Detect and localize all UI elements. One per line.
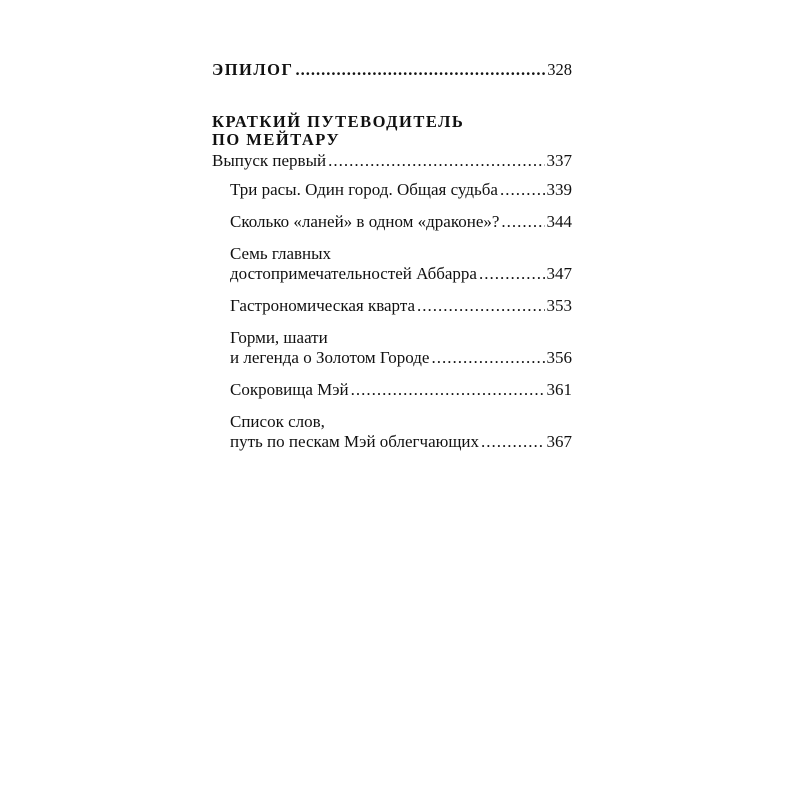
entry-title: путь по пескам Мэй облегчающих bbox=[230, 432, 480, 451]
page-number: 353 bbox=[546, 296, 572, 315]
toc-entry-chapter bbox=[230, 180, 572, 200]
entry-title-line: Семь главных bbox=[230, 244, 332, 263]
toc-entry-chapter bbox=[230, 412, 572, 452]
page-number: 356 bbox=[546, 348, 572, 367]
entry-title: Гастрономическая кварта bbox=[230, 296, 416, 315]
page-number: 339 bbox=[546, 180, 572, 199]
toc-entry-chapter bbox=[230, 212, 572, 232]
entry-title-line: Список слов, bbox=[230, 412, 325, 431]
entry-title: Сокровища Мэй bbox=[230, 380, 349, 399]
dot-leader bbox=[500, 180, 545, 200]
entry-title: Сколько «ланей» в одном «драконе»? bbox=[230, 212, 500, 231]
toc-entry-chapter bbox=[230, 380, 572, 400]
dot-leader bbox=[431, 348, 544, 368]
dot-leader bbox=[481, 432, 544, 452]
page-number: 337 bbox=[546, 151, 572, 170]
dot-leader bbox=[351, 380, 545, 400]
toc-entry-chapter bbox=[230, 328, 572, 368]
section-heading-line: ПО МЕЙТАРУ bbox=[212, 130, 341, 149]
dot-leader bbox=[417, 296, 544, 316]
toc-entry-epilog bbox=[212, 60, 572, 80]
toc-entry-chapter bbox=[230, 244, 572, 284]
page-number: 328 bbox=[547, 60, 572, 79]
section-heading-line: КРАТКИЙ ПУТЕВОДИТЕЛЬ bbox=[212, 112, 465, 131]
entry-title: Три расы. Один город. Общая судьба bbox=[230, 180, 498, 199]
table-of-contents bbox=[212, 60, 572, 452]
entry-title: и легенда о Золотом Городе bbox=[230, 348, 430, 367]
entry-title: достопримечательностей Аббарра bbox=[230, 264, 477, 283]
toc-entry-chapter bbox=[230, 296, 572, 316]
dot-leader bbox=[479, 264, 545, 284]
dot-leader bbox=[328, 151, 544, 171]
page-number: 367 bbox=[546, 432, 572, 451]
dot-leader bbox=[501, 212, 544, 232]
entry-title: Выпуск первый bbox=[212, 151, 327, 170]
entry-title: ЭПИЛОГ bbox=[212, 60, 294, 79]
page-number: 361 bbox=[546, 380, 572, 399]
section-heading-guide bbox=[212, 113, 572, 149]
toc-entry-issue bbox=[212, 151, 572, 171]
entry-title-line: Горми, шаати bbox=[230, 328, 328, 347]
page-number: 347 bbox=[546, 264, 572, 283]
dot-leader bbox=[296, 60, 546, 80]
page-number: 344 bbox=[546, 212, 572, 231]
